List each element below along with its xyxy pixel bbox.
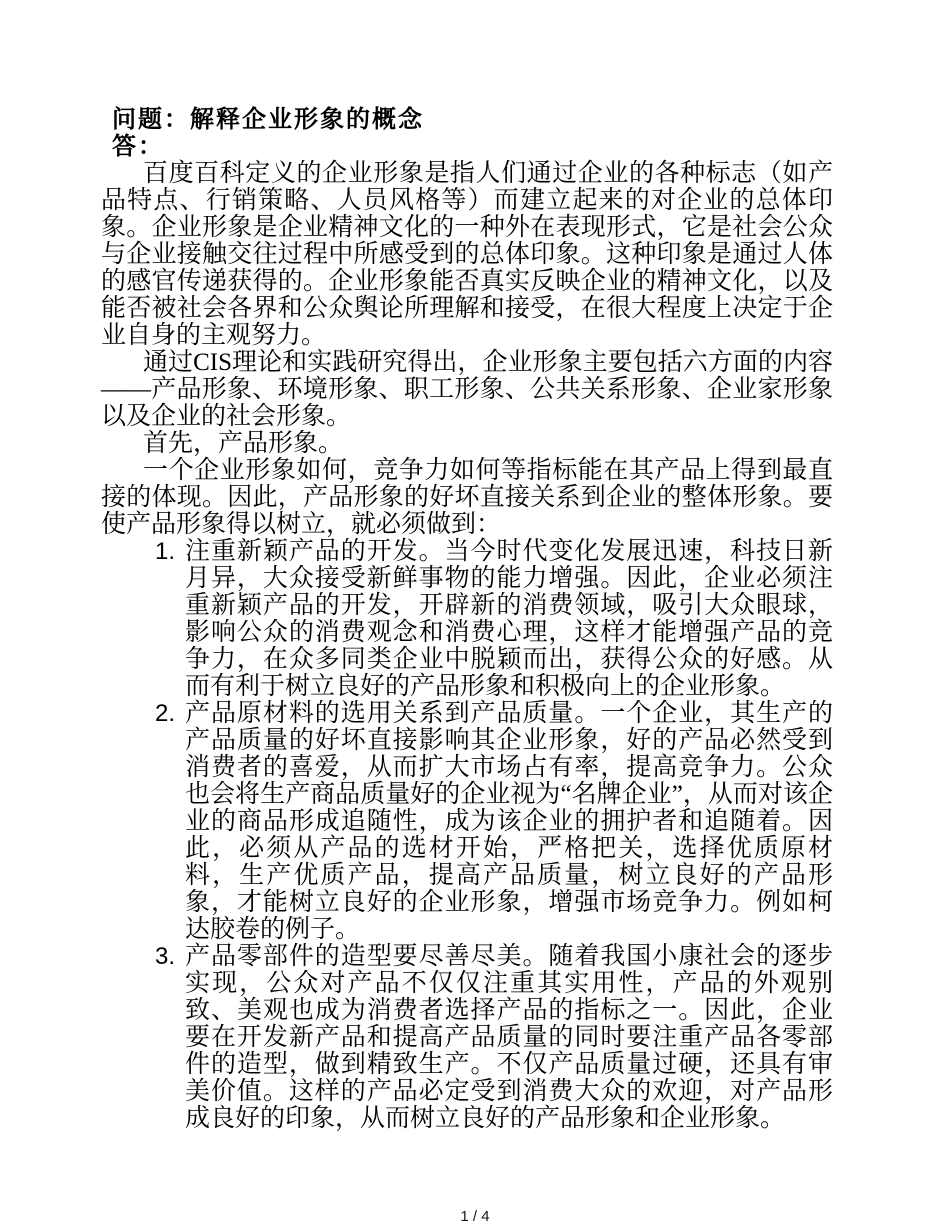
list-item <box>101 943 833 1132</box>
question-heading: 问题：解释企业形象的概念 <box>112 106 424 133</box>
answer-label: 答： <box>112 133 164 160</box>
list-item-number: 2. <box>155 700 176 727</box>
list-item-number: 1. <box>155 538 176 565</box>
list-item-text: 产品原材料的选用关系到产品质量。一个企业，其生产的产品质量的好坏直接影响其企业形象，好的产品必然受到消费者的喜爱，从而扩大市场占有率，提高竞争力。公众也会将生产商品质量好的企业视为“名牌企业”，从而对该企业的商品形成追随性，成为该企业的拥护者和追随着。因此，必须从产品的选材开始，严格把关，选择优质原材料，生产优质产品，提高产品质量，树立良好的产品形象，才能树立良好的企业形象，增强市场竞争力。例如柯达胶卷的例子。 <box>185 700 833 943</box>
paragraph-definition: 百度百科定义的企业形象是指人们通过企业的各种标志（如产品特点、行销策略、人员风格等）而建立起来的对企业的总体印象。企业形象是企业精神文化的一种外在表现形式，它是社会公众与企业接触交往过程中所感受到的总体印象。这种印象是通过人体的感官传递获得的。企业形象能否真实反映企业的精神文化，以及能否被社会各界和公众舆论所理解和接受，在很大程度上决定于企业自身的主观努力。 <box>101 160 833 349</box>
page-number-indicator: 1 / 4 <box>460 1208 490 1225</box>
list-item <box>101 700 833 943</box>
list-item <box>101 538 833 700</box>
document-body <box>101 106 833 1132</box>
paragraph-product-image-intro: 一个企业形象如何，竞争力如何等指标能在其产品上得到最直接的体现。因此，产品形象的好坏直接关系到企业的整体形象。要使产品形象得以树立，就必须做到： <box>101 457 833 538</box>
paragraph-first-product-image: 首先，产品形象。 <box>143 430 344 457</box>
list-item-text: 注重新颖产品的开发。当今时代变化发展迅速，科技日新月异，大众接受新鲜事物的能力增强。因此，企业必须注重新颖产品的开发，开辟新的消费领域，吸引大众眼球，影响公众的消费观念和消费心理，这样才能增强产品的竞争力，在众多同类企业中脱颖而出，获得公众的好感。从而有利于树立良好的产品形象和积极向上的企业形象。 <box>185 538 833 700</box>
list-item-number: 3. <box>155 943 176 970</box>
numbered-list <box>101 538 833 1132</box>
list-item-text: 产品零部件的造型要尽善尽美。随着我国小康社会的逐步实现，公众对产品不仅仅注重其实用性，产品的外观别致、美观也成为消费者选择产品的指标之一。因此，企业要在开发新产品和提高产品质量的同时要注重产品各零部件的造型，做到精致生产。不仅产品质量过硬，还具有审美价值。这样的产品必定受到消费大众的欢迎，对产品形成良好的印象，从而树立良好的产品形象和企业形象。 <box>185 943 833 1132</box>
paragraph-cis-theory: 通过CIS理论和实践研究得出，企业形象主要包括六方面的内容——产品形象、环境形象、职工形象、公共关系形象、企业家形象以及企业的社会形象。 <box>101 349 833 430</box>
